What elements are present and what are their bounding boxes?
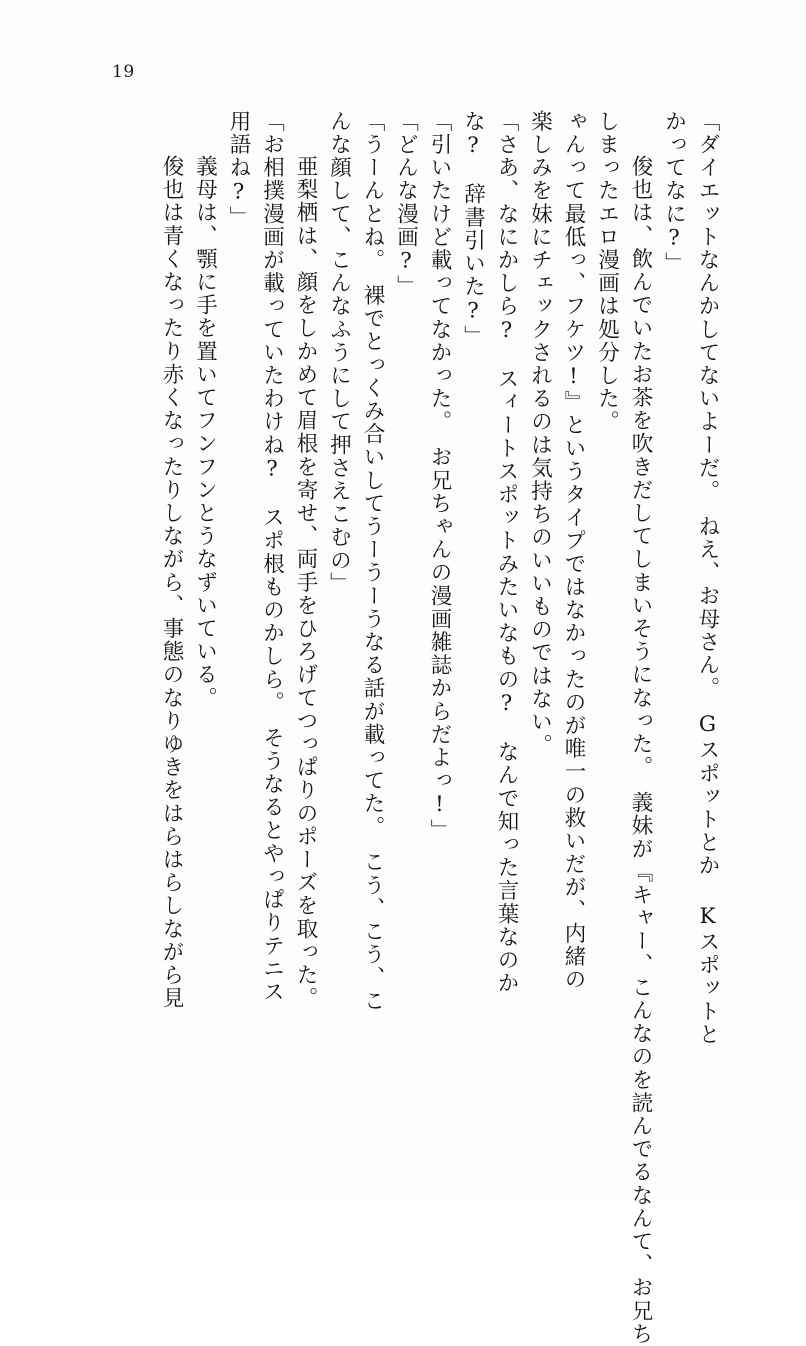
- text-line: 「引いたけど載ってなかった。 お兄ちゃんの漫画雑誌からだよっ!」: [427, 110, 452, 842]
- text-line: ゃんって最低っ、フケツ!』というタイプではなかったのが唯一の救いだが、内緒の: [561, 110, 586, 992]
- text-line: んな顔して、こんなふうにして押さえこむの」: [326, 110, 352, 596]
- text-line: 楽しみを妹にチェックされるのは気持ちのいいものではない。: [527, 110, 553, 757]
- text-line: 用語ね?」: [226, 110, 251, 229]
- text-line: 俊也は青くなったり赤くなったりしながら、事態のなりゆきをはらはらしながら見: [159, 132, 184, 1010]
- text-line: 義母は、顎に手を置いてフンフンとうなずいている。: [192, 132, 218, 710]
- text-line: 俊也は、飲んでいたお茶を吹きだしてしまいそうになった。 義妹が『キャー、こんなのを読んでるなんて、お兄ち: [628, 132, 653, 1346]
- text-line: 亜梨栖は、顔をしかめて眉根を寄せ、両手をひろげてつっぱりのポーズを取った。: [293, 132, 318, 1010]
- vertical-text-block: [70, 110, 720, 1346]
- text-line: 「お相撲漫画が載っていたわけね? スポ根ものかしら。 そうなるとやっぱりテニス: [259, 110, 285, 1004]
- text-line: 「ダイエットなんかしてないよーだ。 ねえ、お母さん。 Gスポットとか Kスポットと: [695, 110, 720, 1047]
- text-line: 「どんな漫画?」: [393, 110, 419, 299]
- text-line: しまったエロ漫画は処分した。: [594, 110, 620, 434]
- text-line: 「さあ、なにかしら? スィートスポットみたいなもの? なんで知った言葉なのか: [494, 110, 519, 995]
- text-line: 「うーんとね。 裸でとっくみ合いしてうーうーうなる話が載ってた。 こう、こう、こ: [360, 110, 385, 1013]
- text-line: かってなに?」: [661, 110, 687, 276]
- page-number: 19: [112, 62, 135, 82]
- text-line: な? 辞書引いた?」: [460, 110, 486, 348]
